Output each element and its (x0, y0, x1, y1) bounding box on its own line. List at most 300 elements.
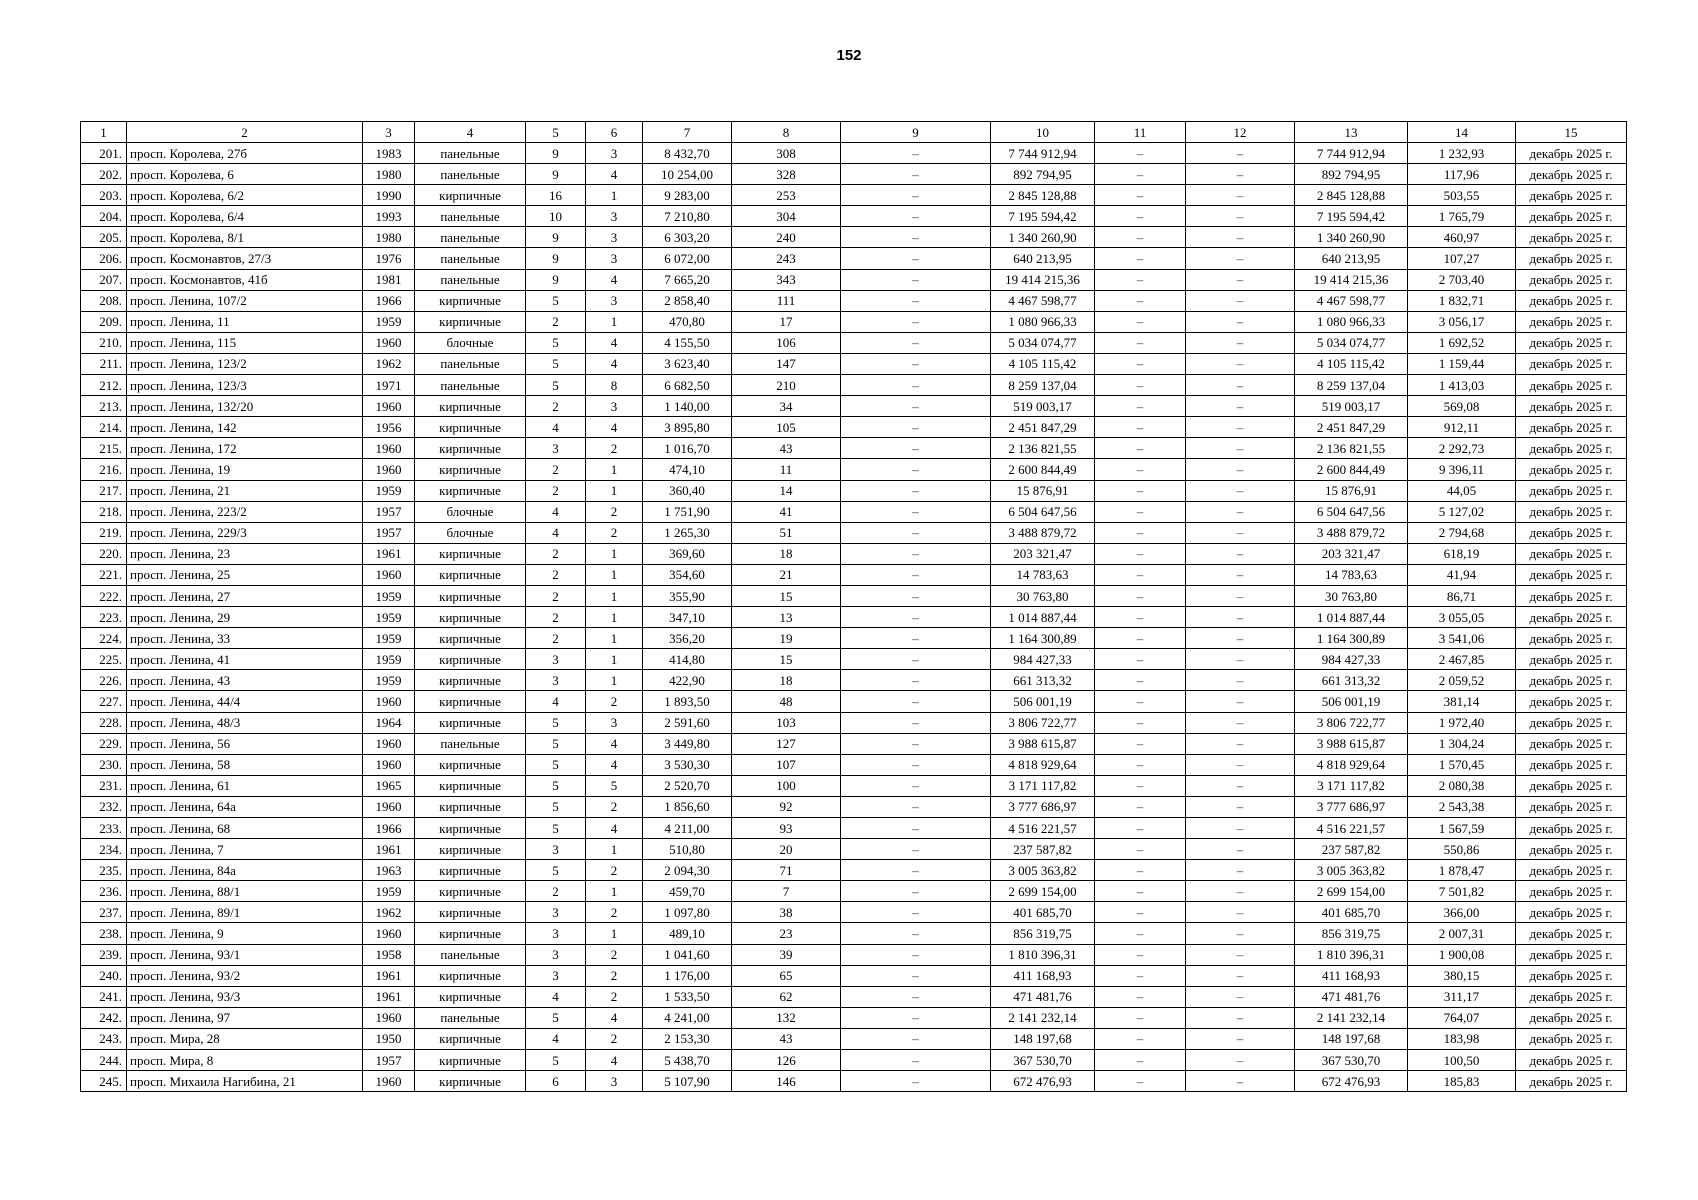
cell-col-12: – (1186, 564, 1295, 585)
cell-col-9: – (841, 522, 991, 543)
cell-deadline: декабрь 2025 г. (1516, 227, 1627, 248)
cell-year-built: 1964 (363, 712, 415, 733)
cell-residents: 18 (732, 670, 841, 691)
cell-wall-material: кирпичные (415, 607, 526, 628)
cell-residents: 21 (732, 564, 841, 585)
cell-total-cost: 14 783,63 (1295, 564, 1408, 585)
table-row (81, 459, 1627, 480)
cell-residents: 308 (732, 143, 841, 164)
cell-deadline: декабрь 2025 г. (1516, 691, 1627, 712)
cell-entrances: 2 (586, 1028, 643, 1049)
column-header-8: 8 (732, 122, 841, 143)
cell-total-area: 6 072,00 (643, 248, 732, 269)
cell-col-12: – (1186, 923, 1295, 944)
cell-floors: 2 (526, 459, 586, 480)
cell-year-built: 1957 (363, 501, 415, 522)
cell-address: просп. Ленина, 7 (127, 839, 363, 860)
table-row (81, 649, 1627, 670)
cell-address: просп. Королева, 27б (127, 143, 363, 164)
cell-entrances: 5 (586, 775, 643, 796)
cell-wall-material: кирпичные (415, 818, 526, 839)
cell-floors: 10 (526, 206, 586, 227)
cell-cost-per-sqm: 86,71 (1408, 585, 1516, 606)
cell-col-11: – (1095, 543, 1186, 564)
cell-entrances: 4 (586, 818, 643, 839)
cell-wall-material: кирпичные (415, 1071, 526, 1092)
cell-cost: 14 783,63 (991, 564, 1095, 585)
cell-row-number: 242. (81, 1007, 127, 1028)
cell-floors: 5 (526, 332, 586, 353)
cell-floors: 16 (526, 185, 586, 206)
cell-wall-material: кирпичные (415, 691, 526, 712)
cell-address: просп. Ленина, 93/1 (127, 944, 363, 965)
cell-col-11: – (1095, 501, 1186, 522)
cell-residents: 304 (732, 206, 841, 227)
cell-deadline: декабрь 2025 г. (1516, 733, 1627, 754)
cell-residents: 210 (732, 375, 841, 396)
cell-address: просп. Ленина, 93/2 (127, 965, 363, 986)
cell-deadline: декабрь 2025 г. (1516, 143, 1627, 164)
cell-wall-material: панельные (415, 206, 526, 227)
cell-floors: 4 (526, 986, 586, 1007)
cell-wall-material: кирпичные (415, 649, 526, 670)
table-row (81, 775, 1627, 796)
cell-year-built: 1960 (363, 1007, 415, 1028)
cell-col-12: – (1186, 691, 1295, 712)
cell-floors: 5 (526, 860, 586, 881)
cell-residents: 43 (732, 438, 841, 459)
cell-wall-material: панельные (415, 353, 526, 374)
cell-total-area: 1 140,00 (643, 396, 732, 417)
column-header-10: 10 (991, 122, 1095, 143)
cell-wall-material: кирпичные (415, 986, 526, 1007)
cell-total-area: 8 432,70 (643, 143, 732, 164)
cell-col-11: – (1095, 607, 1186, 628)
cell-row-number: 228. (81, 712, 127, 733)
cell-cost: 7 195 594,42 (991, 206, 1095, 227)
cell-row-number: 207. (81, 269, 127, 290)
cell-wall-material: панельные (415, 375, 526, 396)
cell-col-12: – (1186, 375, 1295, 396)
cell-floors: 3 (526, 902, 586, 923)
cell-col-11: – (1095, 311, 1186, 332)
column-header-5: 5 (526, 122, 586, 143)
cell-address: просп. Ленина, 229/3 (127, 522, 363, 543)
table-row (81, 164, 1627, 185)
cell-row-number: 243. (81, 1028, 127, 1049)
cell-cost-per-sqm: 2 543,38 (1408, 796, 1516, 817)
cell-col-9: – (841, 585, 991, 606)
cell-total-area: 2 520,70 (643, 775, 732, 796)
cell-col-9: – (841, 311, 991, 332)
cell-row-number: 239. (81, 944, 127, 965)
cell-year-built: 1959 (363, 670, 415, 691)
cell-col-12: – (1186, 480, 1295, 501)
cell-total-cost: 19 414 215,36 (1295, 269, 1408, 290)
cell-wall-material: панельные (415, 227, 526, 248)
cell-col-12: – (1186, 1050, 1295, 1071)
cell-total-area: 414,80 (643, 649, 732, 670)
cell-total-area: 5 438,70 (643, 1050, 732, 1071)
cell-total-area: 1 097,80 (643, 902, 732, 923)
cell-deadline: декабрь 2025 г. (1516, 206, 1627, 227)
cell-address: просп. Ленина, 142 (127, 417, 363, 438)
table-row (81, 522, 1627, 543)
cell-deadline: декабрь 2025 г. (1516, 944, 1627, 965)
cell-deadline: декабрь 2025 г. (1516, 649, 1627, 670)
cell-total-area: 422,90 (643, 670, 732, 691)
cell-row-number: 209. (81, 311, 127, 332)
cell-row-number: 221. (81, 564, 127, 585)
cell-row-number: 222. (81, 585, 127, 606)
cell-cost: 3 777 686,97 (991, 796, 1095, 817)
cell-address: просп. Ленина, 132/20 (127, 396, 363, 417)
cell-cost-per-sqm: 912,11 (1408, 417, 1516, 438)
cell-row-number: 213. (81, 396, 127, 417)
cell-cost: 4 818 929,64 (991, 754, 1095, 775)
cell-entrances: 2 (586, 986, 643, 1007)
cell-total-area: 360,40 (643, 480, 732, 501)
cell-floors: 3 (526, 944, 586, 965)
cell-cost-per-sqm: 107,27 (1408, 248, 1516, 269)
cell-floors: 5 (526, 775, 586, 796)
cell-residents: 105 (732, 417, 841, 438)
cell-col-12: – (1186, 164, 1295, 185)
cell-year-built: 1959 (363, 585, 415, 606)
cell-col-12: – (1186, 796, 1295, 817)
cell-year-built: 1966 (363, 290, 415, 311)
cell-residents: 127 (732, 733, 841, 754)
cell-year-built: 1960 (363, 733, 415, 754)
cell-wall-material: кирпичные (415, 754, 526, 775)
column-number-row (81, 122, 1627, 143)
cell-floors: 2 (526, 396, 586, 417)
cell-cost-per-sqm: 2 059,52 (1408, 670, 1516, 691)
cell-row-number: 216. (81, 459, 127, 480)
cell-address: просп. Космонавтов, 27/3 (127, 248, 363, 269)
cell-year-built: 1958 (363, 944, 415, 965)
cell-floors: 9 (526, 164, 586, 185)
cell-cost: 2 141 232,14 (991, 1007, 1095, 1028)
cell-cost-per-sqm: 503,55 (1408, 185, 1516, 206)
cell-row-number: 215. (81, 438, 127, 459)
cell-col-11: – (1095, 860, 1186, 881)
cell-floors: 3 (526, 923, 586, 944)
cell-col-9: – (841, 986, 991, 1007)
cell-entrances: 2 (586, 522, 643, 543)
cell-cost: 19 414 215,36 (991, 269, 1095, 290)
cell-address: просп. Космонавтов, 41б (127, 269, 363, 290)
cell-address: просп. Ленина, 88/1 (127, 881, 363, 902)
column-header-13: 13 (1295, 122, 1408, 143)
cell-total-area: 3 623,40 (643, 353, 732, 374)
cell-wall-material: панельные (415, 944, 526, 965)
cell-entrances: 3 (586, 396, 643, 417)
cell-address: просп. Ленина, 23 (127, 543, 363, 564)
cell-col-12: – (1186, 417, 1295, 438)
cell-entrances: 1 (586, 649, 643, 670)
cell-col-11: – (1095, 965, 1186, 986)
cell-deadline: декабрь 2025 г. (1516, 1071, 1627, 1092)
cell-total-area: 356,20 (643, 628, 732, 649)
cell-row-number: 206. (81, 248, 127, 269)
cell-floors: 4 (526, 501, 586, 522)
cell-residents: 13 (732, 607, 841, 628)
cell-residents: 19 (732, 628, 841, 649)
cell-floors: 3 (526, 965, 586, 986)
table-row (81, 965, 1627, 986)
cell-wall-material: кирпичные (415, 775, 526, 796)
cell-total-area: 1 533,50 (643, 986, 732, 1007)
cell-col-9: – (841, 1071, 991, 1092)
cell-deadline: декабрь 2025 г. (1516, 775, 1627, 796)
cell-floors: 9 (526, 248, 586, 269)
cell-total-cost: 3 005 363,82 (1295, 860, 1408, 881)
cell-row-number: 244. (81, 1050, 127, 1071)
cell-year-built: 1959 (363, 881, 415, 902)
cell-wall-material: кирпичные (415, 459, 526, 480)
cell-cost-per-sqm: 460,97 (1408, 227, 1516, 248)
cell-deadline: декабрь 2025 г. (1516, 712, 1627, 733)
cell-col-11: – (1095, 818, 1186, 839)
cell-cost: 3 488 879,72 (991, 522, 1095, 543)
table-row (81, 1050, 1627, 1071)
cell-col-9: – (841, 480, 991, 501)
cell-col-12: – (1186, 775, 1295, 796)
cell-address: просп. Ленина, 11 (127, 311, 363, 332)
cell-total-area: 1 265,30 (643, 522, 732, 543)
cell-floors: 2 (526, 607, 586, 628)
column-header-2: 2 (127, 122, 363, 143)
cell-residents: 243 (732, 248, 841, 269)
cell-col-12: – (1186, 1007, 1295, 1028)
cell-floors: 5 (526, 375, 586, 396)
cell-deadline: декабрь 2025 г. (1516, 860, 1627, 881)
table-row (81, 944, 1627, 965)
cell-entrances: 1 (586, 459, 643, 480)
cell-residents: 146 (732, 1071, 841, 1092)
cell-col-11: – (1095, 438, 1186, 459)
cell-residents: 132 (732, 1007, 841, 1028)
cell-year-built: 1961 (363, 839, 415, 860)
cell-cost-per-sqm: 1 567,59 (1408, 818, 1516, 839)
cell-cost-per-sqm: 381,14 (1408, 691, 1516, 712)
cell-entrances: 2 (586, 965, 643, 986)
cell-total-area: 3 530,30 (643, 754, 732, 775)
cell-col-9: – (841, 965, 991, 986)
cell-col-11: – (1095, 459, 1186, 480)
cell-cost: 984 427,33 (991, 649, 1095, 670)
cell-cost: 1 340 260,90 (991, 227, 1095, 248)
cell-total-cost: 856 319,75 (1295, 923, 1408, 944)
table-row (81, 353, 1627, 374)
cell-floors: 9 (526, 269, 586, 290)
cell-cost: 411 168,93 (991, 965, 1095, 986)
cell-floors: 5 (526, 290, 586, 311)
cell-deadline: декабрь 2025 г. (1516, 1050, 1627, 1071)
cell-floors: 5 (526, 818, 586, 839)
cell-residents: 65 (732, 965, 841, 986)
cell-year-built: 1971 (363, 375, 415, 396)
cell-deadline: декабрь 2025 г. (1516, 459, 1627, 480)
cell-wall-material: блочные (415, 332, 526, 353)
cell-floors: 5 (526, 353, 586, 374)
cell-total-area: 10 254,00 (643, 164, 732, 185)
cell-residents: 7 (732, 881, 841, 902)
cell-address: просп. Ленина, 223/2 (127, 501, 363, 522)
cell-deadline: декабрь 2025 г. (1516, 375, 1627, 396)
table-row (81, 480, 1627, 501)
cell-row-number: 203. (81, 185, 127, 206)
cell-col-12: – (1186, 965, 1295, 986)
cell-floors: 5 (526, 733, 586, 754)
cell-row-number: 235. (81, 860, 127, 881)
cell-address: просп. Королева, 8/1 (127, 227, 363, 248)
cell-col-9: – (841, 438, 991, 459)
cell-total-cost: 984 427,33 (1295, 649, 1408, 670)
cell-total-area: 5 107,90 (643, 1071, 732, 1092)
table-row (81, 417, 1627, 438)
cell-total-cost: 1 810 396,31 (1295, 944, 1408, 965)
cell-entrances: 4 (586, 332, 643, 353)
cell-residents: 343 (732, 269, 841, 290)
cell-col-12: – (1186, 227, 1295, 248)
cell-wall-material: кирпичные (415, 480, 526, 501)
cell-row-number: 217. (81, 480, 127, 501)
cell-col-12: – (1186, 881, 1295, 902)
cell-residents: 23 (732, 923, 841, 944)
cell-wall-material: блочные (415, 501, 526, 522)
cell-col-11: – (1095, 691, 1186, 712)
table-row (81, 269, 1627, 290)
cell-col-11: – (1095, 1050, 1186, 1071)
cell-cost-per-sqm: 2 007,31 (1408, 923, 1516, 944)
cell-entrances: 1 (586, 543, 643, 564)
cell-wall-material: кирпичные (415, 881, 526, 902)
cell-total-cost: 661 313,32 (1295, 670, 1408, 691)
cell-col-12: – (1186, 860, 1295, 881)
cell-year-built: 1960 (363, 564, 415, 585)
cell-total-area: 2 153,30 (643, 1028, 732, 1049)
cell-year-built: 1960 (363, 1071, 415, 1092)
cell-row-number: 236. (81, 881, 127, 902)
cell-deadline: декабрь 2025 г. (1516, 585, 1627, 606)
cell-wall-material: кирпичные (415, 902, 526, 923)
cell-col-12: – (1186, 649, 1295, 670)
cell-wall-material: кирпичные (415, 628, 526, 649)
cell-col-11: – (1095, 986, 1186, 1007)
cell-year-built: 1960 (363, 459, 415, 480)
cell-total-cost: 6 504 647,56 (1295, 501, 1408, 522)
cell-entrances: 4 (586, 1050, 643, 1071)
cell-year-built: 1963 (363, 860, 415, 881)
cell-deadline: декабрь 2025 г. (1516, 522, 1627, 543)
cell-residents: 11 (732, 459, 841, 480)
cell-entrances: 3 (586, 290, 643, 311)
cell-row-number: 201. (81, 143, 127, 164)
cell-total-area: 489,10 (643, 923, 732, 944)
cell-col-11: – (1095, 712, 1186, 733)
cell-col-9: – (841, 712, 991, 733)
cell-total-cost: 3 488 879,72 (1295, 522, 1408, 543)
cell-wall-material: кирпичные (415, 839, 526, 860)
cell-col-11: – (1095, 522, 1186, 543)
cell-col-9: – (841, 1028, 991, 1049)
cell-col-9: – (841, 670, 991, 691)
cell-deadline: декабрь 2025 г. (1516, 417, 1627, 438)
cell-deadline: декабрь 2025 г. (1516, 564, 1627, 585)
cell-deadline: декабрь 2025 г. (1516, 290, 1627, 311)
cell-cost: 3 988 615,87 (991, 733, 1095, 754)
cell-year-built: 1965 (363, 775, 415, 796)
cell-deadline: декабрь 2025 г. (1516, 543, 1627, 564)
column-header-14: 14 (1408, 122, 1516, 143)
cell-cost: 892 794,95 (991, 164, 1095, 185)
cell-deadline: декабрь 2025 г. (1516, 881, 1627, 902)
column-header-6: 6 (586, 122, 643, 143)
cell-col-12: – (1186, 839, 1295, 860)
cell-row-number: 225. (81, 649, 127, 670)
cell-cost-per-sqm: 1 232,93 (1408, 143, 1516, 164)
cell-deadline: декабрь 2025 г. (1516, 965, 1627, 986)
cell-deadline: декабрь 2025 г. (1516, 248, 1627, 269)
cell-total-cost: 237 587,82 (1295, 839, 1408, 860)
table-body (81, 122, 1627, 1092)
table-row (81, 290, 1627, 311)
cell-floors: 3 (526, 670, 586, 691)
cell-floors: 4 (526, 691, 586, 712)
cell-wall-material: кирпичные (415, 290, 526, 311)
cell-row-number: 205. (81, 227, 127, 248)
cell-year-built: 1950 (363, 1028, 415, 1049)
cell-year-built: 1962 (363, 353, 415, 374)
cell-col-9: – (841, 796, 991, 817)
cell-year-built: 1956 (363, 417, 415, 438)
cell-year-built: 1959 (363, 607, 415, 628)
cell-wall-material: кирпичные (415, 543, 526, 564)
cell-col-11: – (1095, 902, 1186, 923)
cell-entrances: 4 (586, 353, 643, 374)
cell-wall-material: кирпичные (415, 860, 526, 881)
cell-entrances: 2 (586, 796, 643, 817)
cell-entrances: 3 (586, 248, 643, 269)
cell-residents: 34 (732, 396, 841, 417)
cell-col-9: – (841, 164, 991, 185)
cell-col-9: – (841, 501, 991, 522)
cell-col-12: – (1186, 607, 1295, 628)
cell-wall-material: кирпичные (415, 712, 526, 733)
cell-col-9: – (841, 902, 991, 923)
cell-total-area: 2 591,60 (643, 712, 732, 733)
cell-floors: 6 (526, 1071, 586, 1092)
cell-row-number: 212. (81, 375, 127, 396)
cell-total-area: 4 241,00 (643, 1007, 732, 1028)
cell-row-number: 202. (81, 164, 127, 185)
cell-floors: 2 (526, 628, 586, 649)
cell-col-11: – (1095, 839, 1186, 860)
table-row (81, 691, 1627, 712)
cell-cost-per-sqm: 3 056,17 (1408, 311, 1516, 332)
cell-year-built: 1960 (363, 332, 415, 353)
cell-total-area: 3 449,80 (643, 733, 732, 754)
cell-row-number: 219. (81, 522, 127, 543)
cell-residents: 103 (732, 712, 841, 733)
cell-col-9: – (841, 459, 991, 480)
cell-total-cost: 4 516 221,57 (1295, 818, 1408, 839)
cell-year-built: 1993 (363, 206, 415, 227)
column-header-7: 7 (643, 122, 732, 143)
cell-entrances: 1 (586, 670, 643, 691)
